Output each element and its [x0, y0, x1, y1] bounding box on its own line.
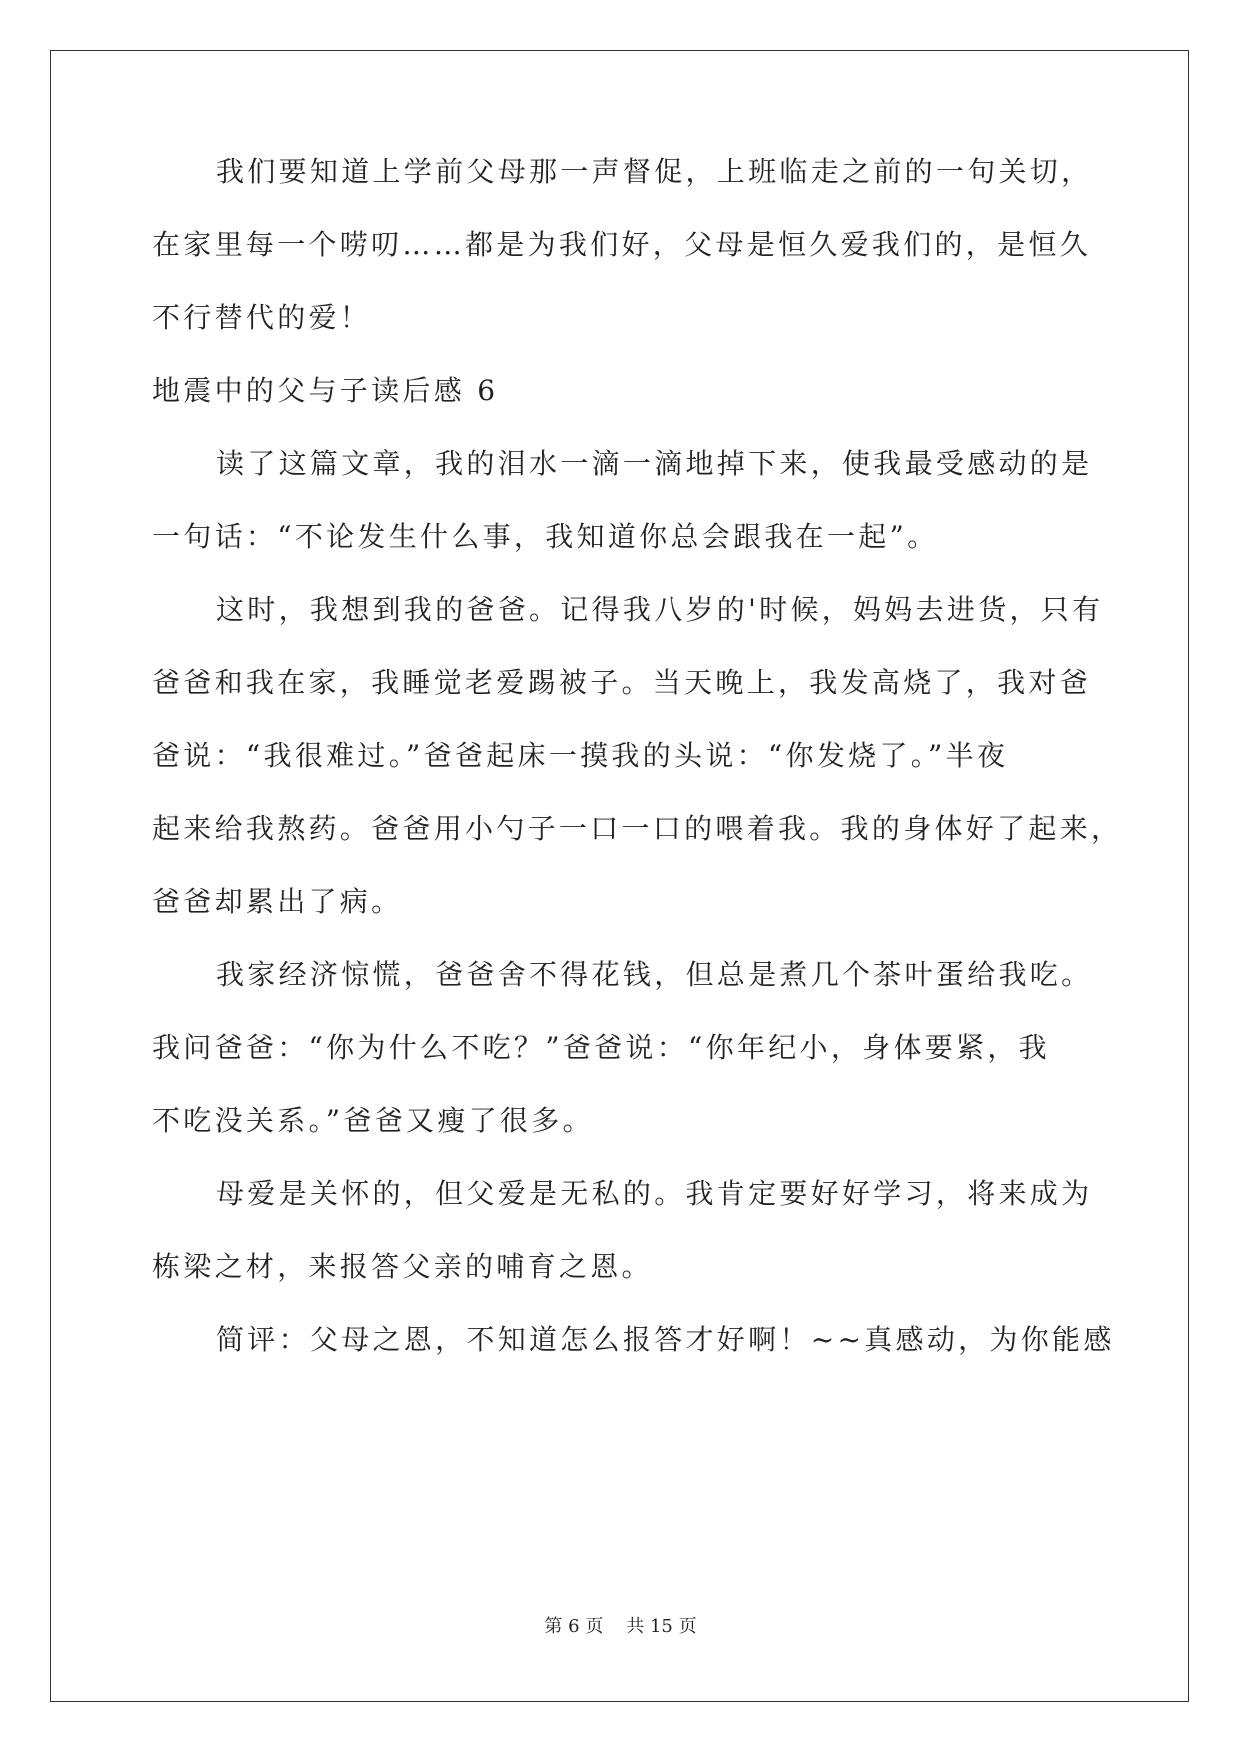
text-line-16: 栋梁之材，来报答父亲的哺育之恩。	[152, 1250, 653, 1283]
text-line-17: 简评：父母之恩，不知道怎么报答才好啊！~~真感动，为你能感	[216, 1323, 1115, 1356]
page-border	[50, 50, 1189, 1702]
text-line-14: 不吃没关系。”爸爸又瘦了很多。	[152, 1104, 594, 1137]
text-line-6: 一句话：“不论发生什么事，我知道你总会跟我在一起”。	[152, 520, 939, 553]
text-line-8: 爸爸和我在家，我睡觉老爱踢被子。当天晚上，我发高烧了，我对爸	[152, 666, 1092, 699]
page-footer	[0, 1615, 1241, 1639]
total-pages: 共 15 页	[626, 1616, 697, 1637]
text-line-11: 爸爸却累出了病。	[152, 885, 403, 918]
text-line-9: 爸说：“我很难过。”爸爸起床一摸我的头说：“你发烧了。”半夜	[152, 739, 1009, 772]
text-line-3: 不行替代的爱！	[152, 301, 372, 334]
text-line-15: 母爱是关怀的，但父爱是无私的。我肯定要好好学习，将来成为	[216, 1177, 1093, 1210]
text-line-5: 读了这篇文章，我的泪水一滴一滴地掉下来，使我最受感动的是	[216, 447, 1093, 480]
text-line-7: 这时，我想到我的爸爸。记得我八岁的'时候，妈妈去进货，只有	[216, 593, 1104, 626]
page-number: 第 6 页	[544, 1616, 604, 1637]
text-line-2: 在家里每一个唠叨……都是为我们好，父母是恒久爱我们的，是恒久	[152, 228, 1092, 261]
section-heading: 地震中的父与子读后感 6	[152, 374, 499, 407]
text-line-13: 我问爸爸：“你为什么不吃？”爸爸说：“你年纪小，身体要紧，我	[152, 1031, 1050, 1064]
text-line-10: 起来给我熬药。爸爸用小勺子一口一口的喂着我。我的身体好了起来，	[152, 812, 1123, 845]
text-line-12: 我家经济惊慌，爸爸舍不得花钱，但总是煮几个茶叶蛋给我吃。	[216, 958, 1093, 991]
text-line-1: 我们要知道上学前父母那一声督促，上班临走之前的一句关切，	[216, 155, 1093, 188]
